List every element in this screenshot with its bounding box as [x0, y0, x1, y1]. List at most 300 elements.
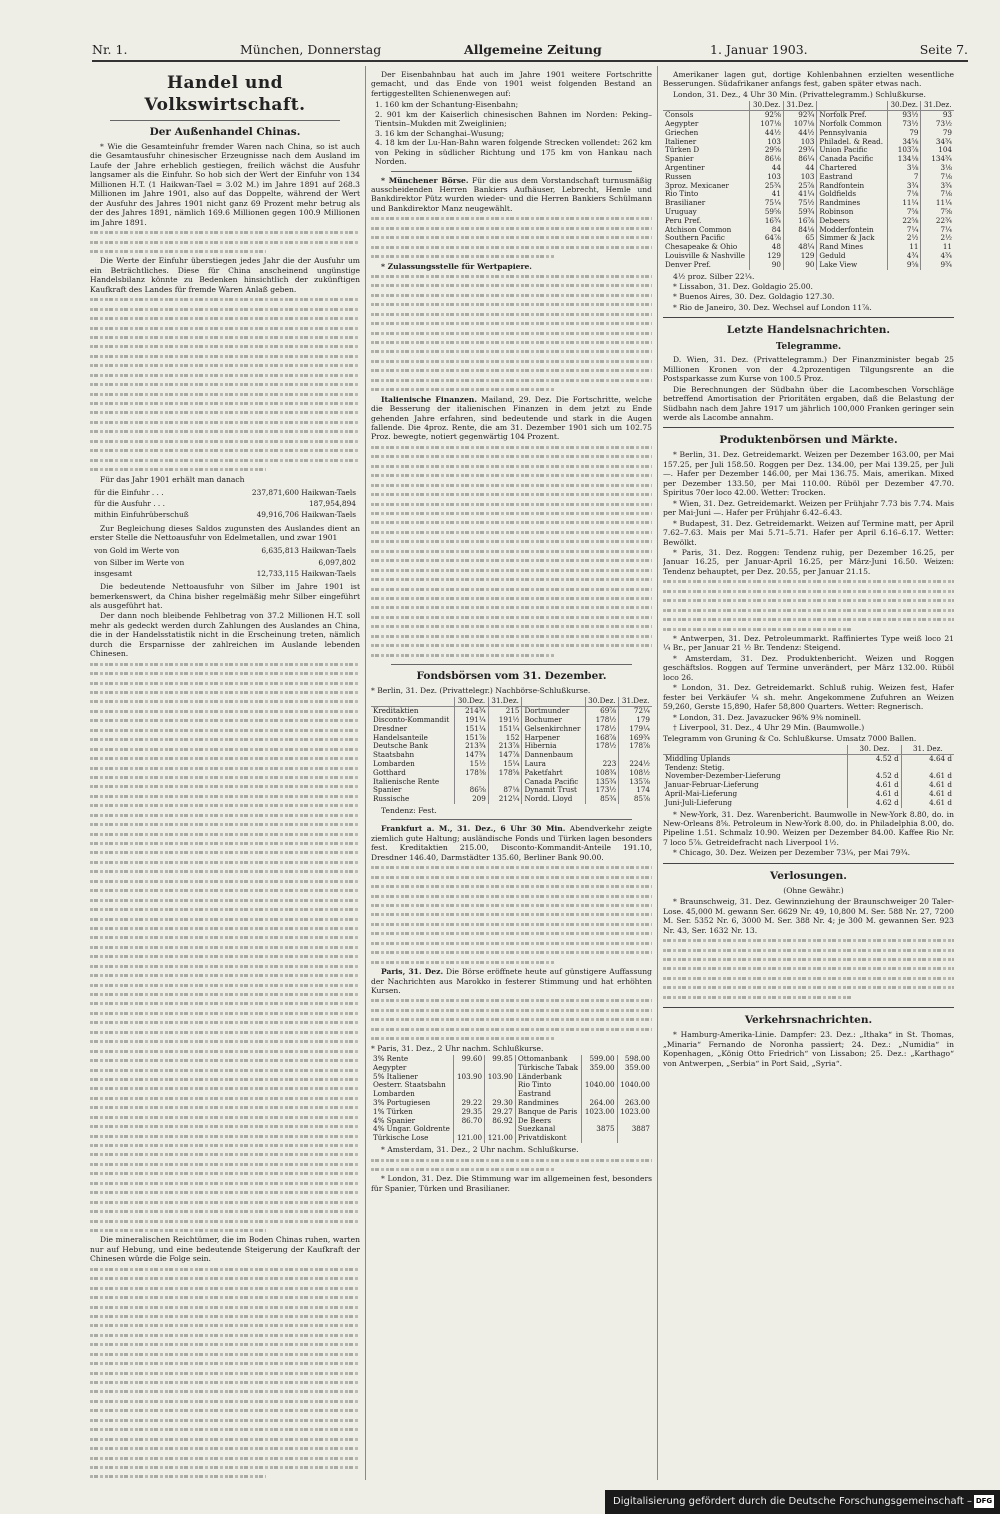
rail-list	[375, 100, 652, 166]
stat-label: insgesamt	[94, 568, 133, 578]
article-paragraph: * Hamburg-Amerika-Linie. Dampfer: 23. Dez.: „Ithaka“ in St. Thomas, „Minaria“ Fernando de Noronha passiert; 24. Dez.: „Numidia“ in Kopenhagen, „König Otto Friedrich“ von Lissabon; 25. Dez.: „Karthago“ von Antwerpen, „Serbia“ in Port Said, „Syria“.	[663, 1030, 954, 1068]
stat-value: 6,097,802	[318, 557, 356, 567]
article-paragraph	[371, 824, 652, 862]
security-name: Russische	[371, 795, 455, 804]
article-heading: Paris, 31. Dez.	[381, 967, 444, 977]
article-paragraph	[371, 967, 652, 995]
quote-value: 215	[488, 707, 522, 716]
security-name: Uruguay	[663, 208, 750, 217]
quote-value: 599.00	[582, 1055, 617, 1064]
divider	[663, 427, 954, 428]
quote-value: 11	[942, 242, 952, 252]
quote-value: 93½	[888, 111, 921, 120]
article-paragraph: * Amsterdam, 31. Dez., 2 Uhr nachm. Schlußkurse.	[381, 1145, 579, 1155]
list-item: 1. 160 km der Schantung-Eisenbahn;	[375, 100, 519, 110]
security-name: Chesapeake & Ohio	[663, 243, 750, 252]
article-paragraph: Die Werte der Einfuhr überstiegen jedes Jahr die der Ausfuhr um ein Beträchtliches. Diese für China anscheinend ungünstige Handelsbilanz könnte zu Bedenken hinsichtlich der zukünftigen Kaufkraft des Landes für fremde Waren Anlaß geben.	[90, 256, 360, 294]
quote-value: 65	[783, 234, 816, 243]
quote-value: 4.61 d	[929, 797, 952, 807]
quote-value: 29.22	[454, 1099, 485, 1108]
quote-value: 11¼	[935, 198, 952, 208]
security-name: Pennsylvania	[817, 129, 888, 138]
column-header: 31.Dez.	[783, 101, 816, 110]
security-name: Philadel. & Read.	[817, 138, 888, 147]
quote-value: 85¾	[585, 795, 619, 804]
security-name: Lombarden	[371, 760, 455, 769]
quote-value: 92⅝	[750, 111, 783, 120]
security-name: Hibernia	[522, 742, 585, 751]
text-lines	[371, 214, 652, 261]
security-name: Denver Pref.	[663, 261, 750, 270]
security-name: Norfolk Common	[817, 120, 888, 129]
column-divider	[657, 66, 658, 1480]
quote-value: 86.70	[454, 1117, 485, 1126]
quote-value: 3⅛	[888, 164, 921, 173]
divider	[663, 863, 954, 864]
quote-value: 147⅞	[488, 751, 522, 760]
security-name: Griechen	[663, 129, 750, 138]
quote-value: 213⅞	[488, 742, 522, 751]
quote-value: 224½	[629, 759, 650, 769]
table-row	[92, 546, 358, 555]
security-name: Juni-Juli-Lieferung	[663, 799, 848, 808]
article-paragraph: * Budapest, 31. Dez. Getreidemarkt. Weizen auf Termine matt, per April 7.62–7.63. Mais per Mai 5.71–5.71. Hafer per April 6.16–6.17. Wetter: Bewölkt.	[663, 518, 954, 547]
security-name: Southern Pacific	[663, 234, 750, 243]
security-name: Oesterr. Staatsbahn	[371, 1081, 454, 1090]
quote-value: 85⅞	[633, 794, 650, 804]
security-name: Middling Uplands	[663, 754, 848, 763]
stat-label: von Gold im Werte von	[94, 546, 180, 556]
quote-value: 41¼	[783, 190, 816, 199]
quote-value: 7⅝	[888, 208, 921, 217]
article-paragraph: Der dann noch bleibende Fehlbetrag von 37.2 Millionen H.T. soll mehr als gedeckt werden durch Zahlungen des Auslandes an China, die in der Handelsstatistik nicht in die Erscheinung treten, nämlich durch die Ersparnisse der zahlreichen im Auslande lebenden Chinesen.	[90, 611, 360, 659]
article-text: Die Fortschritte, welche die Besserung der italienischen Finanzen in dem jetzt zu Ende gehenden Jahre erfahren, sind bedeutende und stark in die Augen fallende. Die 4proz. Rente, die am 31. Dezember 1901 sich um 102.75 Proz. bewegte, notiert gegenwärtig 104 Prozent.	[371, 394, 652, 442]
divider	[391, 171, 632, 172]
quote-value: 48¼	[783, 243, 816, 252]
quote-value: 178⅜	[455, 769, 489, 778]
article-paragraph: * Lissabon, 31. Dez. Goldagio 25.00.	[673, 281, 813, 291]
column-header: 30.Dez.	[585, 697, 619, 706]
quote-value: 129	[783, 252, 816, 261]
column-1	[90, 70, 360, 1480]
article-heading: Frankfurt a. M., 31. Dez., 6 Uhr 30 Min.	[381, 824, 566, 834]
security-name: Türkische Lose	[371, 1134, 454, 1143]
quote-value: 69⅞	[585, 707, 619, 716]
quote-value: 135¾	[585, 778, 619, 787]
quote-value: 25⅞	[783, 182, 816, 191]
quote-value: 72¼	[633, 706, 650, 716]
column-header: 31. Dez.	[901, 745, 954, 754]
article-text: Abendverkehr zeigte ziemlich gute Haltung; ausländische Fonds und Türken lagen besonders fest. Kreditaktien 215.00, Disconto-Kommandit-Anteile 191.10, Dresdner 146.40, Darmstädter 135.60, Berliner Bank 90.00.	[371, 824, 652, 862]
security-name: Länderbank	[515, 1073, 581, 1082]
quote-value: 34⅝	[888, 138, 921, 147]
cotton-table	[663, 745, 954, 808]
column-header	[663, 745, 848, 754]
security-name: Eastrand	[515, 1090, 581, 1099]
article-title: Der Außenhandel Chinas.	[149, 126, 301, 138]
security-name: Consols	[663, 111, 750, 120]
text-lines	[90, 1265, 360, 1480]
fonds-title: Fondsbörsen vom 31. Dezember.	[416, 670, 607, 682]
article-text: Für die aus dem Vorstandschaft turnusmäßig ausscheidenden Herren Bankiers Aufhäuser, Lebrecht, Hemle und Bankdirektor Pütz wurden wieder- und die Herren Bankiers Schülmann und Bankdirektor Manz neugewählt.	[371, 175, 652, 213]
quote-value: 22¾	[935, 215, 952, 225]
table-row	[663, 799, 954, 808]
quote-value: 75¼	[750, 199, 783, 208]
security-name: Union Pacific	[817, 146, 888, 155]
quote-value: 129	[750, 252, 783, 261]
quote-value: 11¼	[888, 199, 921, 208]
security-name: Rio Tinto	[515, 1081, 581, 1090]
security-name: Modderfontein	[817, 226, 888, 235]
quote-value: 7	[888, 173, 921, 182]
security-name: Brasilianer	[663, 199, 750, 208]
quote-value: 9⅝	[888, 261, 921, 270]
security-name: Tendenz: Stetig.	[663, 764, 848, 773]
security-name: Bochumer	[522, 716, 585, 725]
table-row	[92, 499, 358, 508]
quote-value	[582, 1134, 617, 1143]
quote-value: 134¾	[931, 154, 952, 164]
security-name: April-Mai-Lieferung	[663, 790, 848, 799]
security-name: Canada Pacific	[522, 778, 585, 787]
table-row	[92, 488, 358, 497]
quote-value: 103	[783, 138, 816, 147]
quote-value: 178⅝	[488, 769, 522, 778]
stat-value: 6,635,813 Haikwan-Taels	[261, 546, 356, 556]
article-heading: Italienische Finanzen.	[381, 394, 477, 404]
divider	[663, 317, 954, 318]
article-paragraph: Telegramm von Gruning & Co. Schlußkurse. Umsatz 7000 Ballen.	[663, 733, 917, 743]
article-paragraph: † Liverpool, 31. Dez., 4 Uhr 29 Min. (Baumwolle.)	[673, 723, 865, 733]
table-caption: * Paris, 31. Dez., 2 Uhr nachm. Schlußkurse.	[371, 1043, 544, 1053]
column-header: 31.Dez.	[921, 101, 954, 110]
security-name: Randmines	[817, 199, 888, 208]
security-name: Gotthard	[371, 769, 455, 778]
security-name: Simmer & Jack	[817, 234, 888, 243]
column-header: 31.Dez.	[619, 697, 652, 706]
quote-value: 16⅞	[783, 217, 816, 226]
article-paragraph: * Wien, 31. Dez. Getreidemarkt. Weizen per Frühjahr 7.73 bis 7.74. Mais per Mai-Juni —. Hafer per Frühjahr 6.42–6.43.	[663, 498, 954, 518]
page-header	[92, 40, 968, 62]
quote-value: 4.61 d	[848, 790, 902, 799]
quote-value: 64⅞	[750, 234, 783, 243]
quote-value: 92¾	[783, 111, 816, 120]
article-paragraph: * London, 31. Dez. Getreidemarkt. Schluß ruhig. Weizen fest, Hafer fester bei Verkäufer ¼ sh. mehr. Angekommene Zufuhren an Weizen 59,260, Gerste 15,890, Hafer 58,800 Quarters. Wetter: Regnerisch.	[663, 683, 954, 712]
verlosung-subtitle: (Ohne Gewähr.)	[783, 885, 844, 895]
security-name: Debeers	[817, 217, 888, 226]
section-title: Handel und Volkswirtschaft.	[144, 73, 306, 115]
security-name: November-Dezember-Lieferung	[663, 772, 848, 781]
quote-value: 29.30	[485, 1099, 516, 1108]
quote-value: 4.61 d	[929, 780, 952, 790]
quote-value: 103	[783, 173, 816, 182]
security-name: Deutsche Bank	[371, 742, 455, 751]
article-paragraph: Amerikaner lagen gut, dortige Kohlenbahnen erzielten wesentliche Besserungen. Südafrikaner anfangs fest, gaben später etwas nach.	[663, 70, 954, 89]
quote-value: 151¼	[455, 725, 489, 734]
security-name: Atchison Common	[663, 226, 750, 235]
quote-value: 151⅞	[455, 734, 489, 743]
security-name: Gelsenkirchner	[522, 725, 585, 734]
security-name: Paketfahrt	[522, 769, 585, 778]
dfg-logo: DFG	[974, 1495, 994, 1508]
quote-value: 29.27	[485, 1108, 516, 1117]
security-name: Eastrand	[817, 173, 888, 182]
quote-value: 212¼	[488, 795, 522, 804]
quote-value: 178⅞	[629, 741, 650, 751]
table-body	[663, 111, 954, 270]
article-paragraph: Für das Jahr 1901 erhält man danach	[100, 474, 245, 484]
quote-value: 179¼	[629, 723, 650, 733]
quote-value: 174	[636, 785, 650, 795]
security-name: Handelsanteile	[371, 734, 455, 743]
article-paragraph: Die Berechnungen der Südbahn über die Lacombeschen Vorschläge betreffend Amortisation der Prioritäten ergaben, daß die Belastung der Südbahn nach dem Jahre 1917 um jährlich 100,000 Franken geringer sein werde als Lacombe annahm.	[663, 384, 954, 423]
stat-label: für die Ausfuhr . . .	[94, 499, 165, 509]
quote-value: 2½	[940, 233, 952, 243]
security-name: Spanier	[663, 155, 750, 164]
quote-value: 86⅛	[750, 155, 783, 164]
article-heading: * Zulassungsstelle für Wertpapiere.	[381, 261, 532, 271]
table-body	[371, 707, 652, 804]
quote-value: 7¼	[888, 226, 921, 235]
stat-label: mithin Einfuhrüberschuß	[94, 510, 189, 520]
security-name: 4% Ungar. Goldrente	[371, 1125, 454, 1134]
article-paragraph: * Rio de Janeiro, 30. Dez. Wechsel auf London 11⅞.	[673, 302, 872, 312]
quote-value: 79	[888, 129, 921, 138]
quote-value: 59¾	[783, 208, 816, 217]
column-header: 30.Dez.	[750, 101, 783, 110]
quote-value: 4.52 d	[848, 772, 902, 781]
quote-value: 3¾	[940, 180, 952, 190]
quote-value: 3875	[582, 1125, 617, 1134]
security-name: Türken D	[663, 146, 750, 155]
quote-value: 152	[488, 734, 522, 743]
column-header: 30. Dez.	[848, 745, 902, 754]
security-name: Dortmunder	[522, 707, 585, 716]
stat-value: 187,954,894	[308, 499, 356, 509]
text-lines	[371, 272, 652, 395]
quote-value: 1023.00	[582, 1108, 617, 1117]
quote-value: 103⅞	[888, 146, 921, 155]
article-text: Die Börse eröffnete heute auf günstigere Auffassung der Nachrichten aus Marokko in festerer Stimmung und hat erhöhten Kursen.	[371, 967, 652, 995]
stat-label: für die Einfuhr . . .	[94, 487, 164, 497]
issue-number: Nr. 1.	[92, 42, 128, 57]
quote-value: 29⅝	[750, 146, 783, 155]
quote-value: 108½	[629, 767, 650, 777]
article-paragraph: * Buenos Aires, 30. Dez. Goldagio 127.30.	[673, 292, 835, 302]
quote-value: 86⅝	[455, 786, 489, 795]
article-paragraph: * Chicago, 30. Dez. Weizen per Dezember 73¼, per Mai 79¾.	[673, 848, 911, 858]
quote-value: 59⅝	[750, 208, 783, 217]
quote-value: 3887	[631, 1124, 650, 1134]
column-divider	[365, 66, 366, 1480]
article-paragraph	[371, 262, 652, 271]
quote-value: 84	[750, 226, 783, 235]
security-name: 3% Portugiesen	[371, 1099, 454, 1108]
article-paragraph: Der Eisenbahnbau hat auch im Jahre 1901 weitere Fortschritte gemacht, und das Ende von 1901 weist folgenden Bestand an fertiggestellten Schienenwegen auf:	[371, 70, 652, 98]
security-name: 4% Spanier	[371, 1117, 454, 1126]
verkehr-title: Verkehrsnachrichten.	[744, 1014, 873, 1027]
quote-value: 99.60	[454, 1055, 485, 1064]
quote-value: 359.00	[624, 1062, 650, 1072]
text-lines	[371, 863, 652, 967]
quote-value: 86.92	[485, 1117, 516, 1126]
quote-value: 75½	[783, 199, 816, 208]
security-name: Aegypter	[371, 1064, 454, 1073]
security-name: Kreditaktien	[371, 707, 455, 716]
quote-value: 90	[783, 261, 816, 270]
trade-balance-table	[90, 486, 360, 522]
quote-value: 264.00	[582, 1099, 617, 1108]
divider	[663, 1007, 954, 1008]
security-name: Ottomanbank	[515, 1055, 581, 1064]
article-heading: * Münchener Börse.	[381, 175, 469, 185]
quote-value: 93	[942, 110, 952, 120]
quote-value: 4.61 d	[848, 781, 902, 790]
quote-value: 3¾	[888, 182, 921, 191]
article-paragraph: * London, 31. Dez. Javazucker 96% 9⅜ nominell.	[673, 712, 862, 722]
security-name: Dynamit Trust	[522, 786, 585, 795]
table-row	[371, 795, 652, 804]
security-name: Harpener	[522, 734, 585, 743]
quote-value: 7⅛	[940, 171, 952, 181]
quote-value: 7⅝	[940, 206, 952, 216]
security-name: Rio Tinto	[663, 190, 750, 199]
quote-value: 135⅞	[629, 776, 650, 786]
quote-value: 29.35	[454, 1108, 485, 1117]
article-paragraph: * Antwerpen, 31. Dez. Petroleummarkt. Raffiniertes Type weiß loco 21 ¼ Br., per Januar 21 ½ Br. Tendenz: Steigend.	[663, 634, 954, 653]
quote-value: 4¾	[888, 252, 921, 261]
letzte-title: Letzte Handelsnachrichten.	[726, 324, 891, 337]
quote-value: 87⅛	[488, 786, 522, 795]
issue-date: 1. Januar 1903.	[710, 42, 808, 57]
quote-value: 121.00	[454, 1134, 485, 1143]
text-lines	[663, 936, 954, 1002]
divider	[391, 819, 632, 820]
quote-value: 147¾	[455, 751, 489, 760]
telegramme-title: Telegramme.	[775, 342, 842, 353]
column-header: 30.Dez.	[888, 101, 921, 110]
article-paragraph	[371, 395, 652, 442]
quote-value: 4¾	[940, 250, 952, 260]
quote-value: 209	[455, 795, 489, 804]
security-name: Januar-Februar-Lieferung	[663, 781, 848, 790]
stat-label: von Silber im Werte von	[94, 557, 185, 567]
quote-value: 44	[783, 164, 816, 173]
security-name: 3proz. Mexicaner	[663, 182, 750, 191]
quote-value: 168⅞	[585, 734, 619, 743]
dateline: Mailand, 29. Dez.	[480, 394, 552, 404]
security-name: Robinson	[817, 208, 888, 217]
table-row	[92, 558, 358, 567]
berlin-quotes-table	[371, 697, 652, 804]
text-lines	[90, 295, 360, 474]
digitization-footer	[605, 1490, 1000, 1514]
article-paragraph: * London, 31. Dez. Die Stimmung war im allgemeinen fest, besonders für Spanier, Türken und Brasilianer.	[371, 1174, 652, 1193]
quote-value: 41	[750, 190, 783, 199]
security-name: Türkische Tabak	[515, 1064, 581, 1073]
security-name: Privatdiskont	[515, 1134, 581, 1143]
quote-value: 79	[942, 127, 952, 137]
security-name: Randfontein	[817, 182, 888, 191]
article-paragraph: * Paris, 31. Dez. Roggen: Tendenz ruhig, per Dezember 16.25, per Januar 16.25, per Januar-April 16.25, per März-Juni 16.50. Weizen: Tendenz behauptet, per Dez. 20.55, per Januar 21.15.	[663, 548, 954, 576]
quote-value: 15¼	[488, 760, 522, 769]
article-paragraph: * Berlin, 31. Dez. Getreidemarkt. Weizen per Dezember 163.00, per Mai 157.25, per Juli 158.50. Roggen per Dez. 134.00, per Mai 139.25, per Juli —. Hafer per Dezember 146.00, per Mai 136.75. Mais, amerikan. Mixed per Dezember 133.50, per Mai 110.00. Rüböl per Dezember 47.70. Spiritus 70er loco 42.00. Wetter: Trocken.	[663, 450, 954, 498]
quote-value: 22⅝	[888, 217, 921, 226]
security-name: De Beers	[515, 1117, 581, 1126]
quote-value: 7⅛	[888, 190, 921, 199]
quote-value: 179	[636, 715, 650, 725]
quote-value: 151¼	[488, 725, 522, 734]
article-paragraph: * Amsterdam, 31. Dez. Produktenbericht. Weizen und Roggen geschäftslos. Roggen auf Termine unverändert, per März 132.00. Rüböl loco 26.	[663, 653, 954, 682]
security-name: Peru Pref.	[663, 217, 750, 226]
quote-value: 4.52 d	[848, 754, 902, 763]
quote-value: 44½	[783, 129, 816, 138]
security-name: Geduld	[817, 252, 888, 261]
security-name: Argentiner	[663, 164, 750, 173]
quote-value	[454, 1081, 485, 1090]
table-header-row	[663, 745, 954, 754]
footer-text: Digitalisierung gefördert durch die Deutsche Forschungsgemeinschaft –	[613, 1496, 973, 1507]
quote-value: 2½	[888, 234, 921, 243]
security-name: Italienische Rente	[371, 778, 455, 787]
quote-value: 4.61 d	[929, 771, 952, 781]
security-name: Lake View	[817, 261, 888, 270]
quote-value: 48	[750, 243, 783, 252]
quote-value: 1023.00	[620, 1106, 650, 1116]
quote-value: 4.64 d	[929, 753, 952, 763]
quote-value: 169¾	[629, 732, 650, 742]
text-lines	[663, 577, 954, 634]
page-number: Seite 7.	[919, 42, 968, 57]
security-name: Canada Pacific	[817, 155, 888, 164]
masthead: Allgemeine Zeitung	[464, 42, 602, 57]
article-paragraph: * Wie die Gesamteinfuhr fremder Waren nach China, so ist auch die Gesamtausfuhr chinesischer Erzeugnisse nach dem Ausland im Laufe der Jahre erheblich gestiegen, freilich wächst die Ausfuhr langsamer als die Einfuhr. So hob sich der Wert der Einfuhr von 134 Millionen H.T. (1 Haikwan-Tael = 3.02 M.) im Jahre 1891 auf 268.3 Millionen im Jahre 1901, also auf das Doppelte, während der Wert der Ausfuhr des Jahres 1901 nicht ganz 69 Prozent mehr betrug als der des Jahres 1891, nämlich 169.6 Millionen gegen 100.9 Millionen im Jahre 1891.	[90, 142, 360, 227]
list-item: 3. 16 km der Schanghai–Wusung;	[375, 128, 505, 138]
quote-value: 73½	[888, 120, 921, 129]
quote-value: 16¾	[750, 217, 783, 226]
city-day: München, Donnerstag	[240, 42, 382, 57]
security-name: Spanier	[371, 786, 455, 795]
verlosung-title: Verlosungen.	[770, 869, 847, 882]
quote-value: 9¾	[940, 259, 952, 269]
table-row	[92, 510, 358, 519]
article-paragraph: Die mineralischen Reichtümer, die im Boden Chinas ruhen, warten nur auf Hebung, und eine bedeutende Steigerung der Kaufkraft der Chinesen würde die Folge sein.	[90, 1235, 360, 1264]
tendency: Tendenz: Fest.	[381, 806, 437, 816]
security-name: Louisville & Nashville	[663, 252, 750, 261]
quote-value: 3⅛	[940, 162, 952, 172]
security-name: Suezkanal	[515, 1125, 581, 1134]
table-row	[92, 569, 358, 578]
article-paragraph: 4½ proz. Silber 22¼.	[673, 271, 755, 281]
quote-value: 107⅛	[783, 120, 816, 129]
quote-value: 178½	[585, 716, 619, 725]
divider	[391, 664, 632, 665]
table-row	[371, 1134, 652, 1143]
security-name: 1% Türken	[371, 1108, 454, 1117]
quote-value: 4.61 d	[929, 788, 952, 798]
quote-value: 44	[750, 164, 783, 173]
quote-value: 84⅛	[783, 226, 816, 235]
quote-value: 178½	[585, 725, 619, 734]
quote-value: 44½	[750, 129, 783, 138]
security-name: Randmines	[515, 1099, 581, 1108]
security-name: Goldfields	[817, 190, 888, 199]
security-name: Disconto-Kommandit	[371, 716, 455, 725]
table-body	[371, 1055, 652, 1143]
quote-value: 191½	[488, 716, 522, 725]
text-lines	[371, 996, 652, 1043]
quote-value: 15½	[455, 760, 489, 769]
